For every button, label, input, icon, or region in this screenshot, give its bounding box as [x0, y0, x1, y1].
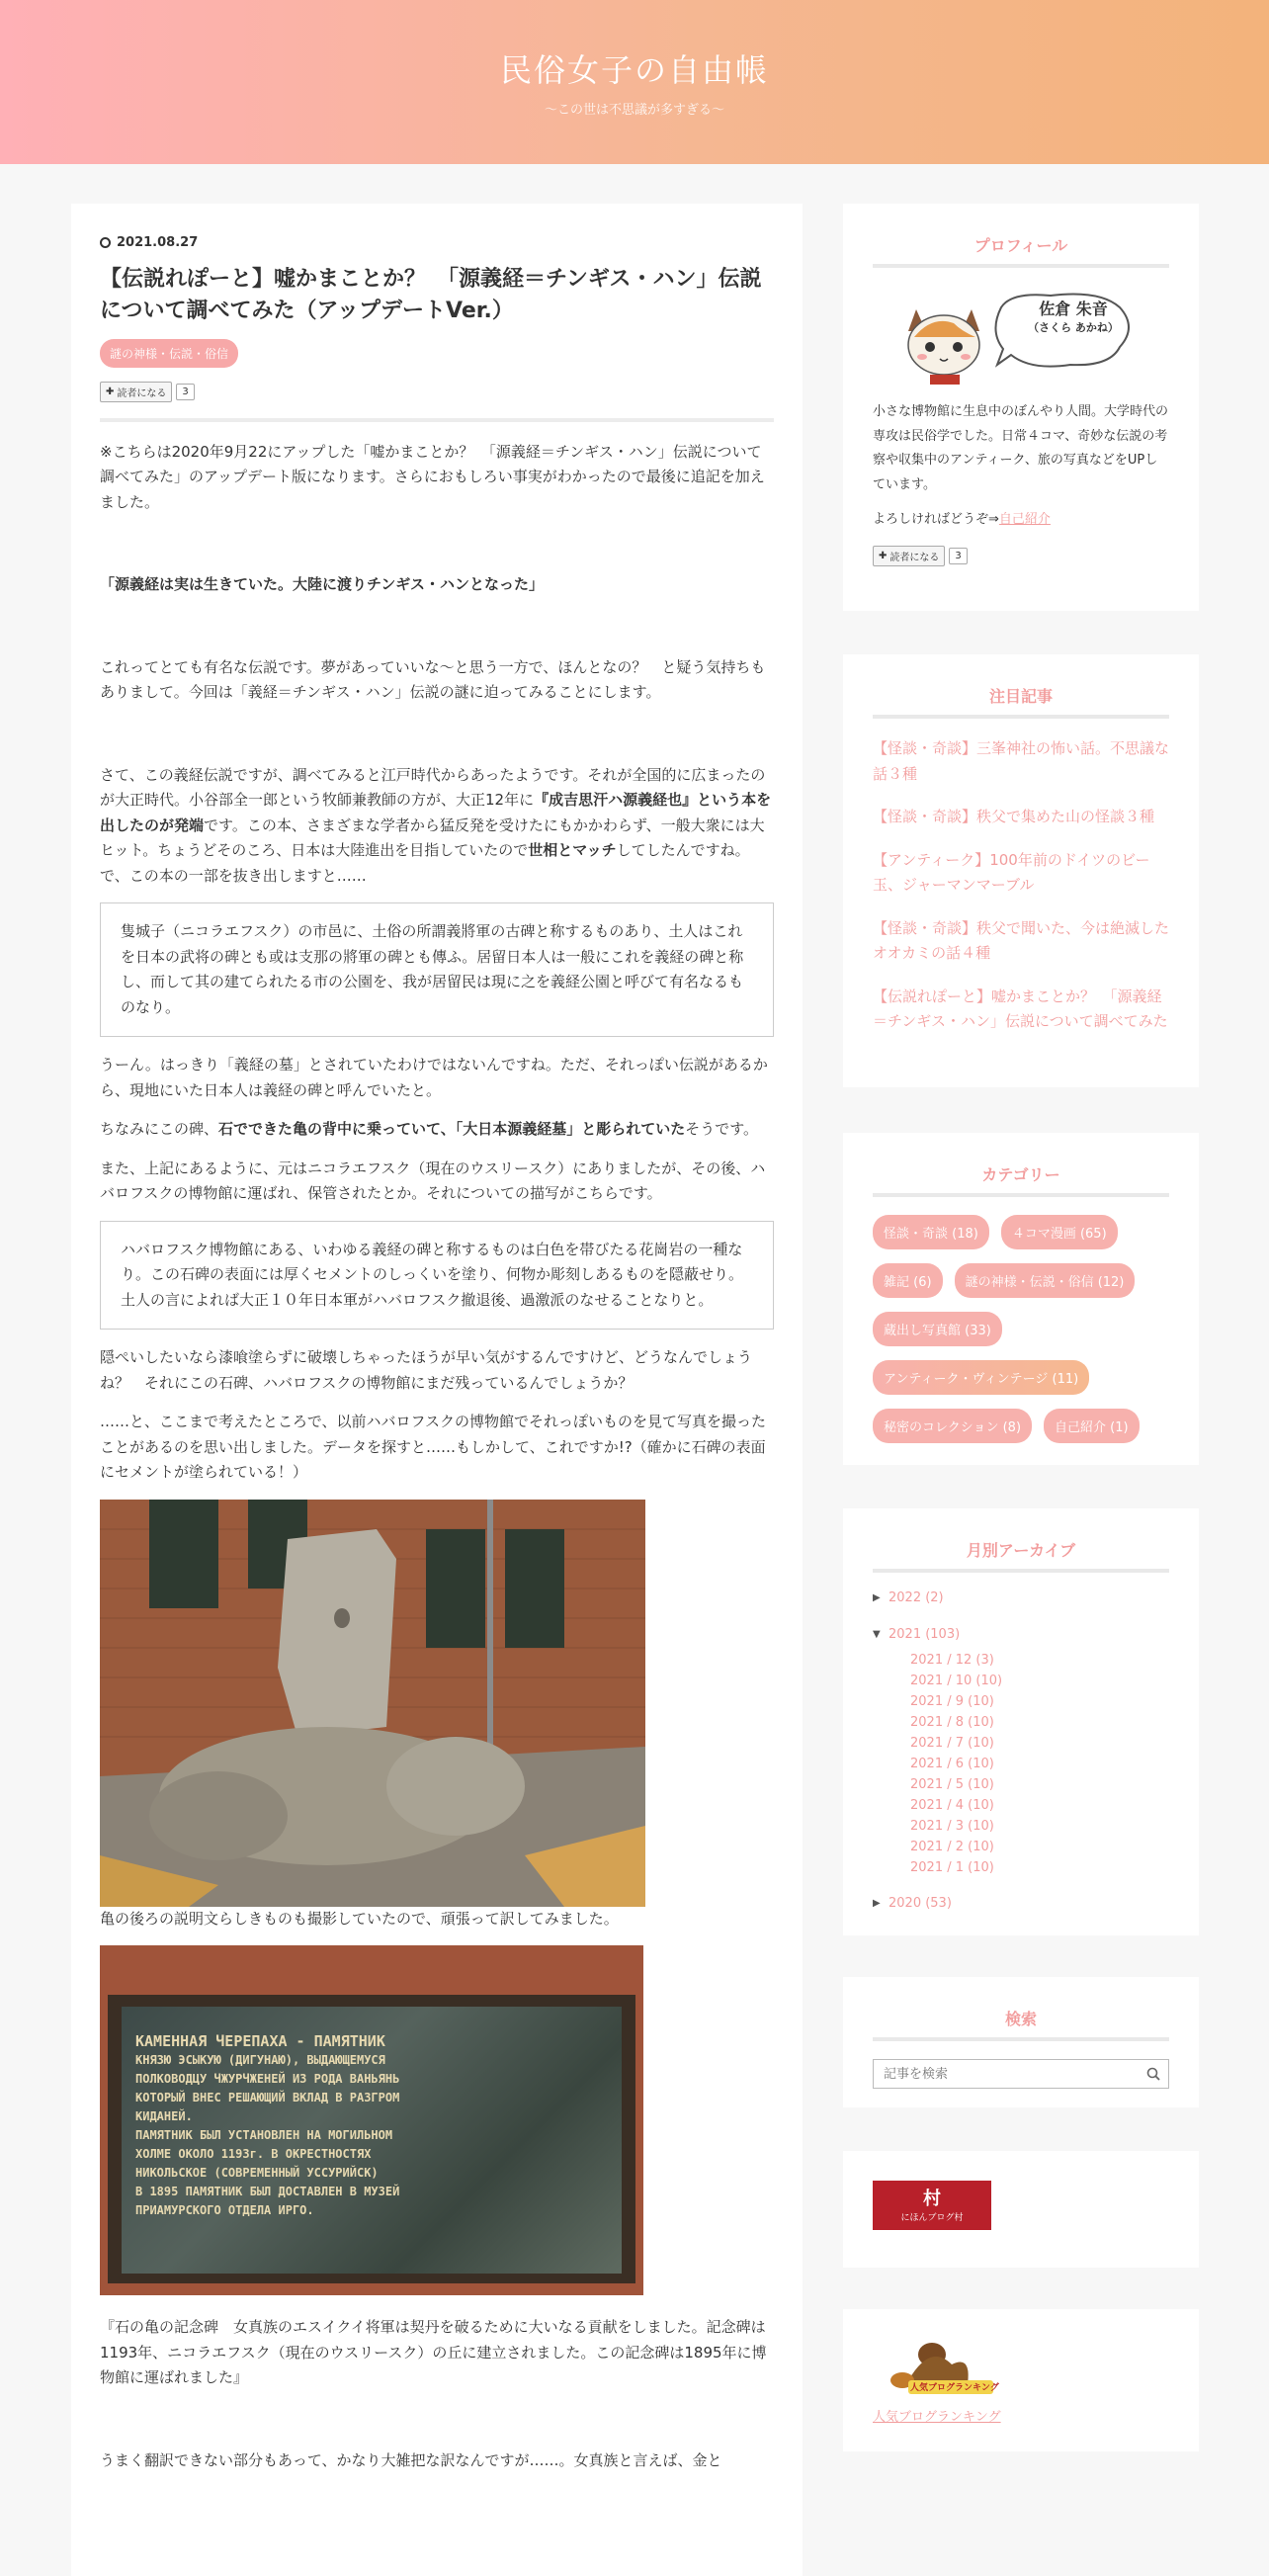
archive-month-link[interactable]: 2021 / 4 (10) [910, 1798, 994, 1813]
blogmura-logo-icon: 村 [923, 2189, 941, 2209]
archive-year-2021[interactable]: ▼ 2021 (103) [873, 1627, 961, 1642]
archive-tree [873, 1590, 1169, 1911]
popular-posts-widget [843, 654, 1199, 1087]
archive-months-2021 [910, 1650, 1169, 1878]
paragraph: また、上記にあるように、元はニコラエフスク（現在のウスリースク）にありましたが、その後、ハバロフスクの博物館に運ばれ、保管されたとか。それについての描写がこちらです。 [100, 1159, 766, 1203]
paragraph: うーん。はっきり「義経の墓」とされていたわけではないんですね。ただ、それっぽい伝説があるから、現地にいた日本人は義経の碑と呼んでいたと。 [100, 1056, 768, 1099]
paragraph: 「源義経は実は生きていた。大陸に渡りチンギス・ハンとなった」 [100, 575, 544, 594]
stone-turtle-photo[interactable] [100, 1500, 645, 1907]
category-tag[interactable]: 自己紹介 (1) [1044, 1409, 1140, 1443]
categories-title: カテゴリー [981, 1165, 1060, 1184]
popular-post-link[interactable]: 【アンティーク】100年前のドイツのビー玉、ジャーマンマーブル [873, 850, 1150, 894]
category-tag[interactable]: アンティーク・ヴィンテージ (11) [873, 1360, 1089, 1395]
search-widget [843, 1977, 1199, 2107]
category-tag[interactable]: 雑記 (6) [873, 1263, 943, 1298]
search-title: 検索 [1004, 2010, 1037, 2028]
archive-month-link[interactable]: 2021 / 8 (10) [910, 1715, 994, 1730]
search-input[interactable] [882, 2066, 1133, 2083]
post-body [100, 440, 774, 2474]
post-date [100, 235, 774, 250]
search-box [873, 2059, 1169, 2089]
follower-count: 3 [176, 384, 194, 400]
paragraph: ちなみにこの碑、石でできた亀の背中に乗っていて、「大日本源義経墓」と彫られていたそうです。 [100, 1120, 759, 1139]
archive-month-link[interactable]: 2021 / 7 (10) [910, 1736, 994, 1751]
widget-divider [873, 1569, 1169, 1573]
ranking-widget [843, 2309, 1199, 2451]
blockquote: ハバロフスク博物館にある、いわゆる義経の碑と称するものは白色を帯びたる花崗岩の一種なり。この石碑の表面には厚くセメントのしっくいを塗り、何物か彫刻しあるものを隠蔽せり。土人の言によれば大正１０年日本軍がハバロフスク撤退後、過激派のなせることなりと。 [100, 1221, 774, 1331]
profile-title: プロフィール [973, 236, 1068, 255]
ranking-banner-title: 人気ブログランキング [910, 2383, 999, 2393]
plus-icon: ✚ [106, 386, 115, 397]
search-icon[interactable] [1146, 2067, 1160, 2081]
profile-follow-row [873, 546, 1169, 566]
blockquote: 隻城子（ニコラエフスク）の市邑に、土俗の所謂義將軍の古碑と称するものあり、土人はこれを日本の武将の碑とも或は支那の將軍の碑とも傳ふ。居留日本人は一般にこれを義経の碑と称し、而して其の建てられたる市の公園を、我が居留民は現に之を義経公園と呼びて有名なるものなり。 [100, 902, 774, 1037]
archive-month-link[interactable]: 2021 / 9 (10) [910, 1694, 994, 1709]
follow-button-label: 読者になる [117, 387, 167, 399]
popular-post-link[interactable]: 【怪談・奇談】秩父で聞いた、今は絶滅したオオカミの話４種 [873, 918, 1170, 962]
expand-arrow-icon: ▶ [873, 1898, 881, 1909]
self-intro-link[interactable]: 自己紹介 [998, 511, 1051, 527]
popular-post-link[interactable]: 【伝説れぽーと】嘘かまことか？ 「源義経＝チンギス・ハン」伝説について調べてみた [873, 987, 1168, 1030]
title-divider [100, 418, 774, 422]
profile-bubble-text: 佐倉 朱音 （さくら あかね） [1028, 300, 1119, 334]
profile-widget [843, 204, 1199, 611]
site-title[interactable]: 民俗女子の自由帳 [499, 51, 769, 89]
collapse-arrow-icon: ▼ [873, 1629, 881, 1640]
paragraph: 『石の亀の記念碑 女真族のエスイクイ将軍は契丹を破るために大いなる貢献をしました。記念碑は1193年、ニコラエフスク（現在のウスリースク）の丘に建立されました。この記念碑は1895年に博物館に運ばれました』 [100, 2318, 767, 2387]
follow-button-label: 読者になる [889, 553, 940, 564]
popular-list [873, 736, 1169, 1035]
follow-row [100, 382, 774, 402]
archive-widget [843, 1508, 1199, 1935]
paragraph: ※こちらは2020年9月22にアップした「嘘かまことか？ 「源義経＝チンギス・ハン」伝説について調べてみた」のアップデート版になります。さらにおもしろい事実がわかったので最後に追記を加えました。 [100, 442, 765, 511]
category-tag[interactable]: 秘密のコレクション (8) [873, 1409, 1032, 1443]
archive-title: 月別アーカイブ [966, 1541, 1076, 1560]
ranking-banner[interactable] [873, 2335, 999, 2398]
blogmura-banner[interactable] [873, 2181, 991, 2230]
archive-month-link[interactable]: 2021 / 5 (10) [910, 1777, 994, 1792]
post-title[interactable]: 【伝説れぽーと】嘘かまことか？ 「源義経＝チンギス・ハン」伝説について調べてみた（アップデートVer.） [100, 267, 762, 323]
popular-title: 注目記事 [988, 687, 1053, 706]
plaque-text: КАМЕННАЯ ЧЕРЕПАХА - ПАМЯТНИК КНЯЗЮ ЭСЫКУЮ (ДИГУНАЮ), ВЫДАЮЩЕМУСЯ ПОЛКОВОДЦУ ЧЖУРЧЖЕНЕЙ ИЗ РОДА ВАНЬЯНЬ КОТОРЫЙ ВНЕС РЕШАЮЩИЙ ВКЛАД В РАЗГРОМ КИДАНЕЙ. ПАМЯТНИК БЫЛ УСТАНОВЛЕН НА МОГИЛЬНОМ ХОЛМЕ ОКОЛО 1193г. В ОКРЕСТНОСТЯХ НИКОЛЬСКОЕ (СОВРЕМЕННЫЙ УССУРИЙСК) В 1895 ПАМЯТНИК БЫЛ ДОСТАВЛЕН В МУЗЕЙ ПРИАМУРСКОГО ОТДЕЛА ИРГО. [135, 2032, 400, 2218]
widget-divider [873, 715, 1169, 719]
paragraph: さて、この義経伝説ですが、調べてみると江戸時代からあったようです。それが全国的に広まったのが大正時代。小谷部全一郎という牧師兼教師の方が、大正12年に『成吉思汗ハ源義経也』という本を出したのが発端です。この本、さまざまな学者から猛反発を受けたにもかかわらず、一般大衆には大ヒット。ちょうどそのころ、日本は大陸進出を目指していたので世相とマッチしてしたんですね。で、この本の一部を抜き出しますと…… [100, 765, 772, 885]
profile-link-line: よろしければどうぞ⇒自己紹介 [873, 511, 1051, 527]
blogmura-widget [843, 2151, 1199, 2268]
archive-month-link[interactable]: 2021 / 2 (10) [910, 1840, 994, 1854]
widget-divider [873, 2037, 1169, 2041]
follow-button[interactable] [100, 382, 172, 402]
profile-description: 小さな博物館に生息中のぼんやり人間。大学時代の専攻は民俗学でした。日常４コマ、奇妙な伝説の考察や収集中のアンティーク、旅の写真などをUPしています。 [873, 404, 1169, 493]
archive-month-link[interactable]: 2021 / 6 (10) [910, 1757, 994, 1771]
popular-post-link[interactable]: 【怪談・奇談】秩父で集めた山の怪談３種 [873, 808, 1155, 825]
paragraph: うまく翻訳できない部分もあって、かなり大雑把な訳なんですが……。女真族と言えば、金と [100, 2450, 722, 2469]
plus-icon: ✚ [879, 551, 888, 562]
paragraph: 隠ぺいしたいなら漆喰塗らずに破壊しちゃったほうが早い気がするんですけど、どうなんでしょうね？ それにこの石碑、ハバロフスクの博物館にまだ残っているんでしょうか？ [100, 1348, 753, 1392]
widget-divider [873, 1193, 1169, 1197]
plaque-photo[interactable] [100, 1945, 643, 2295]
category-tag[interactable]: 謎の神様・伝説・俗信 (12) [955, 1263, 1136, 1298]
article-card [71, 204, 803, 2576]
site-subtitle: ～この世は不思議が多すぎる～ [544, 103, 724, 118]
categories-widget [843, 1133, 1199, 1465]
post-category-tag[interactable]: 謎の神様・伝説・俗信 [100, 339, 238, 368]
archive-year-2020[interactable]: ▶ 2020 (53) [873, 1896, 952, 1911]
clock-icon [100, 237, 111, 248]
archive-year-2022[interactable]: ▶ 2022 (2) [873, 1590, 944, 1605]
ranking-link[interactable]: 人気ブログランキング [873, 2410, 1001, 2425]
archive-month-link[interactable]: 2021 / 3 (10) [910, 1819, 994, 1834]
archive-month-link[interactable]: 2021 / 1 (10) [910, 1860, 994, 1875]
paragraph: これってとても有名な伝説です。夢があっていいな～と思う一方で、ほんとなの？ と疑う気持ちもありまして。今回は「義経＝チンギス・ハン」伝説の謎に迫ってみることにします。 [100, 657, 766, 702]
category-tag[interactable]: 蔵出し写真館 (33) [873, 1312, 1002, 1346]
blogmura-label: にほんブログ村 [900, 2213, 964, 2223]
post-date-text: 2021.08.27 [117, 235, 199, 250]
category-tags [873, 1215, 1169, 1443]
paragraph: ……と、ここまで考えたところで、以前ハバロフスクの博物館でそれっぽいものを見て写真を撮ったことがあるのを思い出しました。データを探すと……もしかして、これですか!?（確かに石碑の表面にセメントが塗られている！） [100, 1413, 766, 1482]
expand-arrow-icon: ▶ [873, 1592, 881, 1603]
archive-month-link[interactable]: 2021 / 10 (10) [910, 1674, 1003, 1688]
photo-caption: 亀の後ろの説明文らしきものも撮影していたので、頑張って訳してみました。 [100, 1909, 619, 1928]
category-tag[interactable]: ４コマ漫画 (65) [1001, 1215, 1118, 1249]
profile-follow-button[interactable] [873, 546, 945, 566]
popular-post-link[interactable]: 【怪談・奇談】三峯神社の怖い話。不思議な話３種 [873, 739, 1170, 783]
site-header [0, 0, 1269, 164]
widget-divider [873, 264, 1169, 268]
profile-follower-count: 3 [949, 548, 967, 564]
category-tag[interactable]: 怪談・奇談 (18) [873, 1215, 989, 1249]
archive-month-link[interactable]: 2021 / 12 (3) [910, 1653, 994, 1668]
